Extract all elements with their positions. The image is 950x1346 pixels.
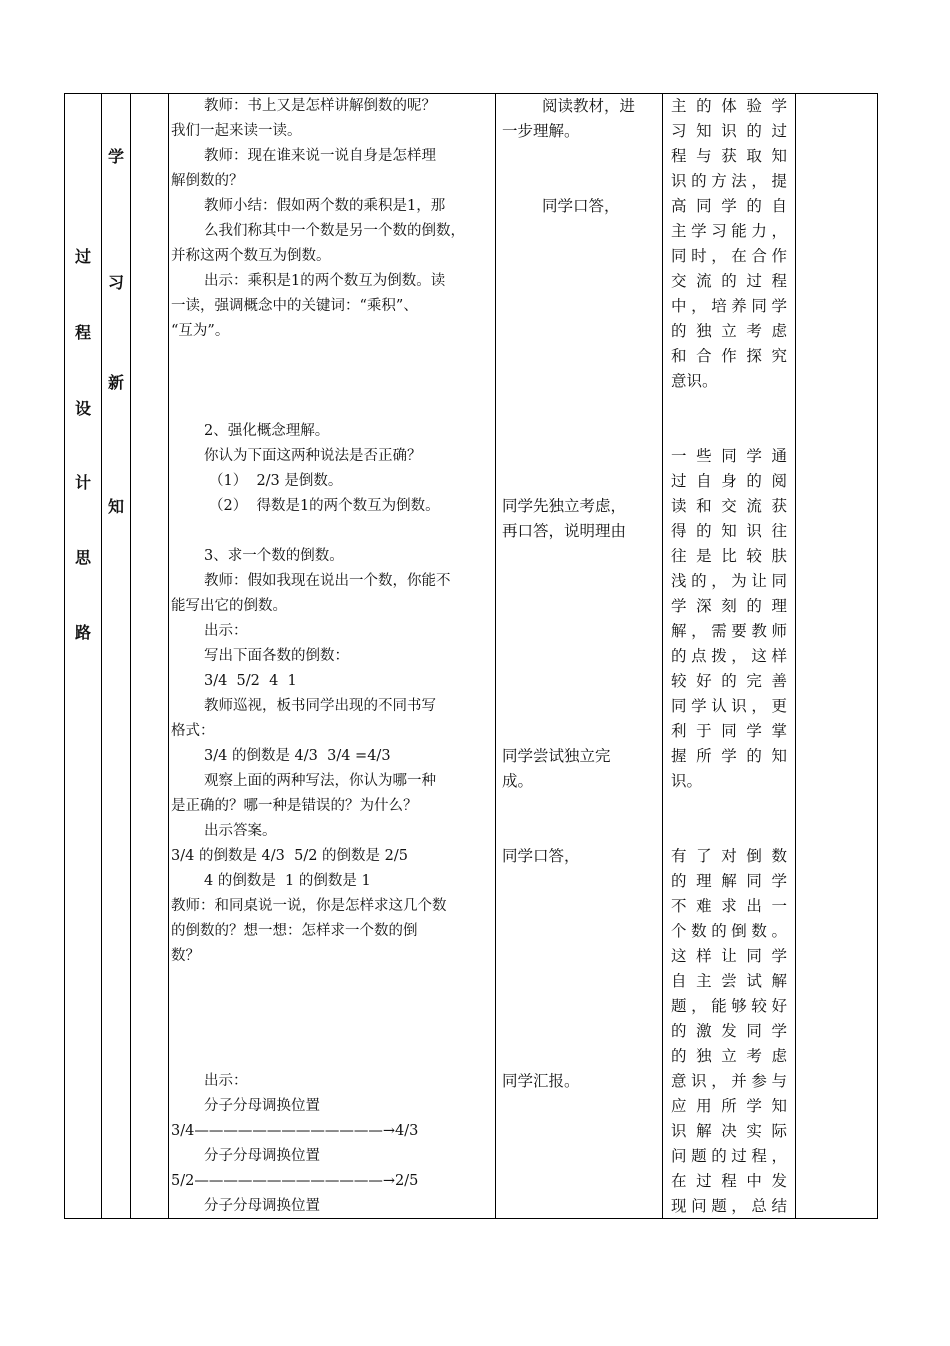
text-line: 中，培养同学 <box>671 297 787 315</box>
text-line: 阅读教材，进 <box>542 97 636 115</box>
text-line: 同学先独立考虑， <box>502 497 627 515</box>
side-label-char: 路 <box>74 623 91 642</box>
text-line: 在过程中发 <box>671 1172 787 1190</box>
text-line: 你认为下面这两种说法是否正确？ <box>204 448 422 464</box>
text-line: 意识。 <box>671 372 718 390</box>
design-intent-2 <box>671 444 787 794</box>
text-line: 格式： <box>171 723 215 739</box>
text-line: 我们一起来读一读。 <box>171 123 302 139</box>
text-line: 再口答，说明理由 <box>502 522 627 540</box>
text-line: 现问题，总结 <box>671 1197 787 1215</box>
text-line: 教师：假如我现在说出一个数，你能不 <box>204 573 451 589</box>
teacher-block-4 <box>171 1069 493 1219</box>
section-label-char: 习 <box>107 273 124 292</box>
column-divider <box>662 94 663 1218</box>
text-line: “互为”。 <box>171 323 230 339</box>
text-line: 3/4—————————————→4/3 <box>171 1123 419 1139</box>
side-label-char: 程 <box>74 323 91 342</box>
text-line: （1） 2/3 是倒数。 <box>209 473 343 489</box>
column-divider <box>101 94 102 1218</box>
text-line: 3、求一个数的倒数。 <box>204 548 344 564</box>
text-line: 分子分母调换位置 <box>204 1148 320 1164</box>
text-line: 不难求出一 <box>671 897 787 915</box>
text-line: 一步理解。 <box>502 122 580 140</box>
text-line: 同学尝试独立完 <box>502 747 611 765</box>
lesson-plan-table <box>64 93 878 1219</box>
text-line: 学深刻的理 <box>671 597 787 615</box>
text-line: 利于同学掌 <box>671 722 787 740</box>
text-line: 分子分母调换位置 <box>204 1198 320 1214</box>
text-line: 和合作探究 <box>671 347 787 365</box>
text-line: 程与获取知 <box>671 147 787 165</box>
design-intent-1 <box>671 94 787 394</box>
text-line: 问题的过程， <box>671 1147 787 1165</box>
student-activity-3 <box>502 494 660 544</box>
text-line: 握所学的知 <box>671 747 787 765</box>
text-line: 出示： <box>204 623 248 639</box>
side-label-char: 设 <box>74 399 91 418</box>
section-label-char: 学 <box>107 147 124 166</box>
column-divider <box>168 94 169 1218</box>
text-line: 的倒数的？想一想：怎样求一个数的倒 <box>171 923 418 939</box>
text-line: 这样让同学 <box>671 947 787 965</box>
text-line: 的独立考虑 <box>671 322 787 340</box>
text-line: 2、强化概念理解。 <box>204 423 330 439</box>
column-divider <box>130 94 131 1218</box>
text-line: 的点拨，这样 <box>671 647 787 665</box>
text-line: 习知识的过 <box>671 122 787 140</box>
text-line: 分子分母调换位置 <box>204 1098 320 1114</box>
column-divider <box>795 94 796 1218</box>
text-line: 成。 <box>502 772 534 790</box>
text-line: 3/4 的倒数是 4/3 5/2 的倒数是 2/5 <box>171 848 408 864</box>
text-line: 意识，并参与 <box>671 1072 787 1090</box>
section-label-char: 知 <box>107 497 124 516</box>
text-line: 往是比较肤 <box>671 547 787 565</box>
teacher-block-2 <box>171 419 493 519</box>
text-line: 4 的倒数是 1 的倒数是 1 <box>204 873 371 889</box>
text-line: 过自身的阅 <box>671 472 787 490</box>
text-line: 的理解同学 <box>671 872 787 890</box>
text-line: 一些同学通 <box>671 447 787 465</box>
student-activity-1 <box>502 94 660 144</box>
text-line: 应用所学知 <box>671 1097 787 1115</box>
text-line: 一读，强调概念中的关键词：“乘积”、 <box>171 298 418 314</box>
text-line: 主学习能力， <box>671 222 787 240</box>
text-line: （2） 得数是1的两个数互为倒数。 <box>209 498 440 514</box>
text-line: 3/4 的倒数是 4/3 3/4 =4/3 <box>204 748 391 764</box>
text-line: 是正确的？哪一种是错误的？为什么？ <box>171 798 418 814</box>
text-line: 高同学的自 <box>671 197 787 215</box>
text-line: 出示：乘积是1的两个数互为倒数。读 <box>204 273 446 289</box>
text-line: 解倒数的？ <box>171 173 244 189</box>
text-line: 的激发同学 <box>671 1022 787 1040</box>
side-label-char: 计 <box>74 473 91 492</box>
student-activity-5: 同学口答， <box>502 847 580 865</box>
text-line: 观察上面的两种写法，你认为哪一种 <box>204 773 436 789</box>
text-line: 有了对倒数 <box>671 847 787 865</box>
text-line: 识。 <box>671 772 703 790</box>
text-line: 教师：现在谁来说一说自身是怎样理 <box>204 148 436 164</box>
text-line: 并称这两个数互为倒数。 <box>171 248 331 264</box>
text-line: 得的知识往 <box>671 522 787 540</box>
student-activity-6: 同学汇报。 <box>502 1072 580 1090</box>
column-divider <box>495 94 496 1218</box>
text-line: 出示答案。 <box>204 823 277 839</box>
teacher-block-3 <box>171 544 493 969</box>
text-line: 自主尝试解 <box>671 972 787 990</box>
side-label-char: 思 <box>74 548 91 567</box>
text-line: 浅的，为让同 <box>671 572 787 590</box>
text-line: 的独立考虑 <box>671 1047 787 1065</box>
text-line: 教师：和同桌说一说，你是怎样求这几个数 <box>171 898 447 914</box>
text-line: 同学认识，更 <box>671 697 787 715</box>
text-line: 较好的完善 <box>671 672 787 690</box>
text-line: 5/2—————————————→2/5 <box>171 1173 419 1189</box>
teacher-block-1 <box>171 94 493 344</box>
text-line: 解，需要教师 <box>671 622 787 640</box>
text-line: 3/4 5/2 4 1 <box>204 673 297 689</box>
text-line: 数？ <box>171 948 200 964</box>
text-line: 主的体验学 <box>671 97 787 115</box>
side-label-char: 过 <box>74 247 91 266</box>
text-line: 题，能够较好 <box>671 997 787 1015</box>
text-line: 识解决实际 <box>671 1122 787 1140</box>
text-line: 教师：书上又是怎样讲解倒数的呢？ <box>204 98 436 114</box>
text-line: 同时，在合作 <box>671 247 787 265</box>
text-line: 教师小结：假如两个数的乘积是1，那 <box>204 198 446 214</box>
text-line: 识的方法，提 <box>671 172 787 190</box>
text-line: 出示： <box>204 1073 248 1089</box>
text-line: 交流的过程 <box>671 272 787 290</box>
student-activity-2: 同学口答， <box>542 197 620 215</box>
text-line: 个数的倒数。 <box>671 922 787 940</box>
text-line: 写出下面各数的倒数： <box>204 648 349 664</box>
text-line: 教师巡视，板书同学出现的不同书写 <box>204 698 436 714</box>
design-intent-3 <box>671 844 787 1219</box>
text-line: 能写出它的倒数。 <box>171 598 287 614</box>
section-label-char: 新 <box>107 373 124 392</box>
text-line: 读和交流获 <box>671 497 787 515</box>
text-line: 么我们称其中一个数是另一个数的倒数， <box>204 223 465 239</box>
student-activity-4 <box>502 744 660 794</box>
